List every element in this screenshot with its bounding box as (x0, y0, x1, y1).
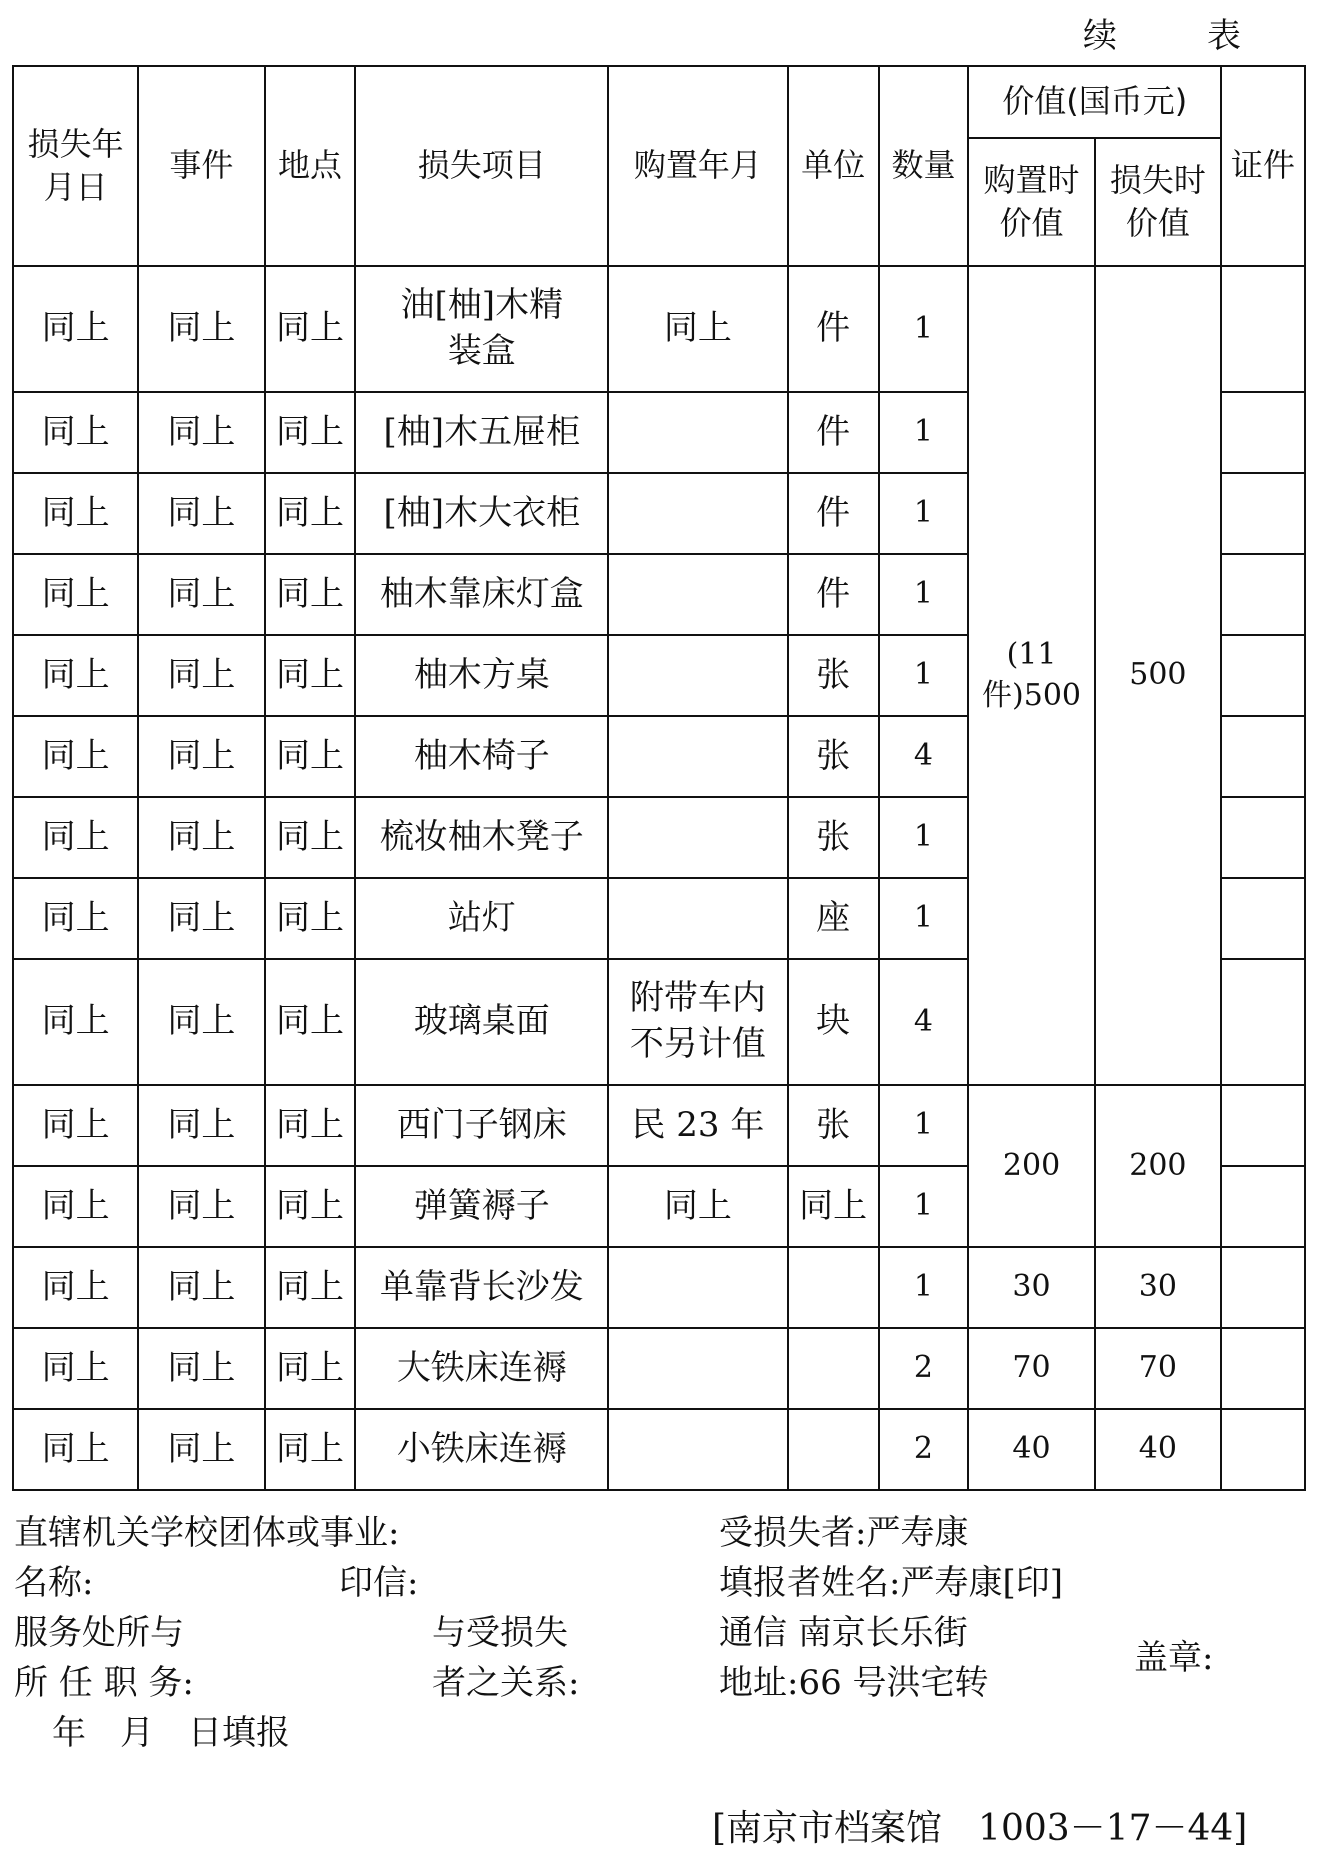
cell-event: 同上 (138, 1085, 264, 1166)
cell-date: 同上 (13, 797, 138, 878)
cell-event: 同上 (138, 959, 264, 1085)
header-quantity: 数量 (879, 66, 969, 266)
cell-unit: 件 (788, 554, 879, 635)
cell-place: 同上 (265, 1085, 356, 1166)
cell-item: 站灯 (355, 878, 608, 959)
cell-certificate (1221, 1166, 1305, 1247)
cell-unit (788, 1409, 879, 1490)
cell-item: 柚木方桌 (355, 635, 608, 716)
cell-place: 同上 (265, 797, 356, 878)
cell-value-purchase: 70 (968, 1328, 1094, 1409)
cell-qty: 1 (879, 635, 969, 716)
cell-date: 同上 (13, 1085, 138, 1166)
cell-item: 柚木椅子 (355, 716, 608, 797)
cell-place: 同上 (265, 473, 356, 554)
cell-qty: 4 (879, 716, 969, 797)
cell-event: 同上 (138, 473, 264, 554)
cell-unit (788, 1328, 879, 1409)
cell-purchase (608, 554, 788, 635)
cell-event: 同上 (138, 1247, 264, 1328)
cell-date: 同上 (13, 1166, 138, 1247)
cell-place: 同上 (265, 716, 356, 797)
cell-certificate (1221, 554, 1305, 635)
cell-event: 同上 (138, 635, 264, 716)
address-line-1: 通信 南京长乐街 (719, 1613, 968, 1653)
relation-label-1: 与受损失 (432, 1613, 568, 1653)
cell-purchase (608, 716, 788, 797)
cell-place: 同上 (265, 1166, 356, 1247)
cell-purchase (608, 797, 788, 878)
cell-item: 油[柚]木精装盒 (355, 266, 608, 392)
cell-purchase: 附带车内不另计值 (608, 959, 788, 1085)
cell-purchase (608, 392, 788, 473)
cell-unit: 张 (788, 797, 879, 878)
cell-place: 同上 (265, 878, 356, 959)
cell-certificate (1221, 392, 1305, 473)
cell-date: 同上 (13, 635, 138, 716)
stamp-label: 盖章: (1134, 1638, 1214, 1678)
cell-unit: 件 (788, 266, 879, 392)
cell-value-loss: 30 (1095, 1247, 1221, 1328)
cell-item: [柚]木五屉柜 (355, 392, 608, 473)
fill-date-label: 年 月 日填报 (52, 1713, 290, 1753)
cell-qty: 1 (879, 878, 969, 959)
cell-place: 同上 (265, 635, 356, 716)
table-row (13, 1328, 1305, 1409)
cell-unit: 件 (788, 473, 879, 554)
cell-certificate (1221, 716, 1305, 797)
cell-purchase (608, 635, 788, 716)
cell-purchase (608, 1328, 788, 1409)
table-row (13, 1247, 1305, 1328)
cell-purchase: 同上 (608, 266, 788, 392)
cell-qty: 2 (879, 1409, 969, 1490)
cell-item: 弹簧褥子 (355, 1166, 608, 1247)
cell-date: 同上 (13, 1328, 138, 1409)
cell-value-loss-group1: 500 (1095, 266, 1221, 1085)
cell-unit: 件 (788, 392, 879, 473)
cell-item: 梳妆柚木凳子 (355, 797, 608, 878)
cell-purchase (608, 1409, 788, 1490)
cell-item: 单靠背长沙发 (355, 1247, 608, 1328)
cell-date: 同上 (13, 959, 138, 1085)
cell-purchase: 同上 (608, 1166, 788, 1247)
cell-qty: 1 (879, 266, 969, 392)
cell-date: 同上 (13, 716, 138, 797)
cell-item: 小铁床连褥 (355, 1409, 608, 1490)
table-row (13, 1085, 1305, 1166)
victim-name: 受损失者:严寿康 (719, 1513, 969, 1553)
cell-qty: 1 (879, 1166, 969, 1247)
cell-purchase: 民 23 年 (608, 1085, 788, 1166)
cell-certificate (1221, 266, 1305, 392)
cell-date: 同上 (13, 554, 138, 635)
continued-label: 续 表 (1083, 16, 1269, 56)
cell-unit: 座 (788, 878, 879, 959)
cell-place: 同上 (265, 959, 356, 1085)
cell-value-loss: 40 (1095, 1409, 1221, 1490)
cell-event: 同上 (138, 878, 264, 959)
loss-table (12, 65, 1306, 1491)
cell-qty: 1 (879, 392, 969, 473)
cell-item: 柚木靠床灯盒 (355, 554, 608, 635)
cell-place: 同上 (265, 1247, 356, 1328)
cell-event: 同上 (138, 266, 264, 392)
archive-reference: [南京市档案馆 1003－17－44] (712, 1808, 1248, 1849)
cell-certificate (1221, 635, 1305, 716)
office-label-2: 所 任 职 务: (14, 1663, 194, 1703)
header-certificate: 证件 (1221, 66, 1305, 266)
header-value-purchase: 购置时价值 (968, 138, 1094, 266)
cell-date: 同上 (13, 878, 138, 959)
cell-qty: 1 (879, 1247, 969, 1328)
cell-purchase (608, 1247, 788, 1328)
cell-event: 同上 (138, 392, 264, 473)
cell-event: 同上 (138, 1409, 264, 1490)
cell-event: 同上 (138, 554, 264, 635)
cell-event: 同上 (138, 1166, 264, 1247)
cell-certificate (1221, 1409, 1305, 1490)
cell-place: 同上 (265, 554, 356, 635)
cell-date: 同上 (13, 473, 138, 554)
cell-event: 同上 (138, 1328, 264, 1409)
cell-date: 同上 (13, 1409, 138, 1490)
cell-qty: 2 (879, 1328, 969, 1409)
cell-date: 同上 (13, 1247, 138, 1328)
cell-certificate (1221, 959, 1305, 1085)
cell-value-purchase-group1: (11 件)500 (968, 266, 1094, 1085)
cell-item: 大铁床连褥 (355, 1328, 608, 1409)
table-row (13, 1409, 1305, 1490)
table-row (13, 266, 1305, 392)
cell-qty: 1 (879, 554, 969, 635)
cell-place: 同上 (265, 266, 356, 392)
cell-date: 同上 (13, 266, 138, 392)
cell-certificate (1221, 797, 1305, 878)
header-value-group: 价值(国币元) (968, 66, 1221, 138)
cell-unit: 同上 (788, 1166, 879, 1247)
cell-place: 同上 (265, 1409, 356, 1490)
office-label-1: 服务处所与 (14, 1613, 184, 1653)
header-purchase-date: 购置年月 (608, 66, 788, 266)
cell-item: 玻璃桌面 (355, 959, 608, 1085)
header-date: 损失年月日 (13, 66, 138, 266)
cell-place: 同上 (265, 1328, 356, 1409)
cell-unit: 张 (788, 1085, 879, 1166)
cell-unit: 张 (788, 635, 879, 716)
reporter-name: 填报者姓名:严寿康[印] (719, 1563, 1063, 1603)
seal-label: 印信: (339, 1563, 419, 1603)
cell-certificate (1221, 473, 1305, 554)
cell-qty: 1 (879, 473, 969, 554)
cell-value-purchase: 40 (968, 1409, 1094, 1490)
cell-place: 同上 (265, 392, 356, 473)
cell-qty: 4 (879, 959, 969, 1085)
cell-unit (788, 1247, 879, 1328)
header-value-loss: 损失时价值 (1095, 138, 1221, 266)
header-place: 地点 (265, 66, 356, 266)
cell-certificate (1221, 1085, 1305, 1166)
cell-purchase (608, 878, 788, 959)
cell-certificate (1221, 1247, 1305, 1328)
cell-certificate (1221, 1328, 1305, 1409)
header-unit: 单位 (788, 66, 879, 266)
cell-certificate (1221, 878, 1305, 959)
cell-date: 同上 (13, 392, 138, 473)
header-item: 损失项目 (355, 66, 608, 266)
cell-value-loss: 70 (1095, 1328, 1221, 1409)
relation-label-2: 者之关系: (432, 1663, 580, 1703)
form-footer (14, 1505, 1304, 1755)
cell-item: [柚]木大衣柜 (355, 473, 608, 554)
cell-purchase (608, 473, 788, 554)
address-line-2: 地址:66 号洪宅转 (719, 1663, 989, 1703)
cell-value-loss-group2: 200 (1095, 1085, 1221, 1247)
header-row (13, 66, 1305, 138)
cell-item: 西门子钢床 (355, 1085, 608, 1166)
header-event: 事件 (138, 66, 264, 266)
cell-value-purchase: 30 (968, 1247, 1094, 1328)
cell-unit: 张 (788, 716, 879, 797)
cell-value-purchase-group2: 200 (968, 1085, 1094, 1247)
cell-event: 同上 (138, 716, 264, 797)
org-label: 直辖机关学校团体或事业: (14, 1513, 400, 1553)
name-label: 名称: (14, 1563, 94, 1603)
cell-event: 同上 (138, 797, 264, 878)
cell-qty: 1 (879, 1085, 969, 1166)
cell-unit: 块 (788, 959, 879, 1085)
cell-qty: 1 (879, 797, 969, 878)
